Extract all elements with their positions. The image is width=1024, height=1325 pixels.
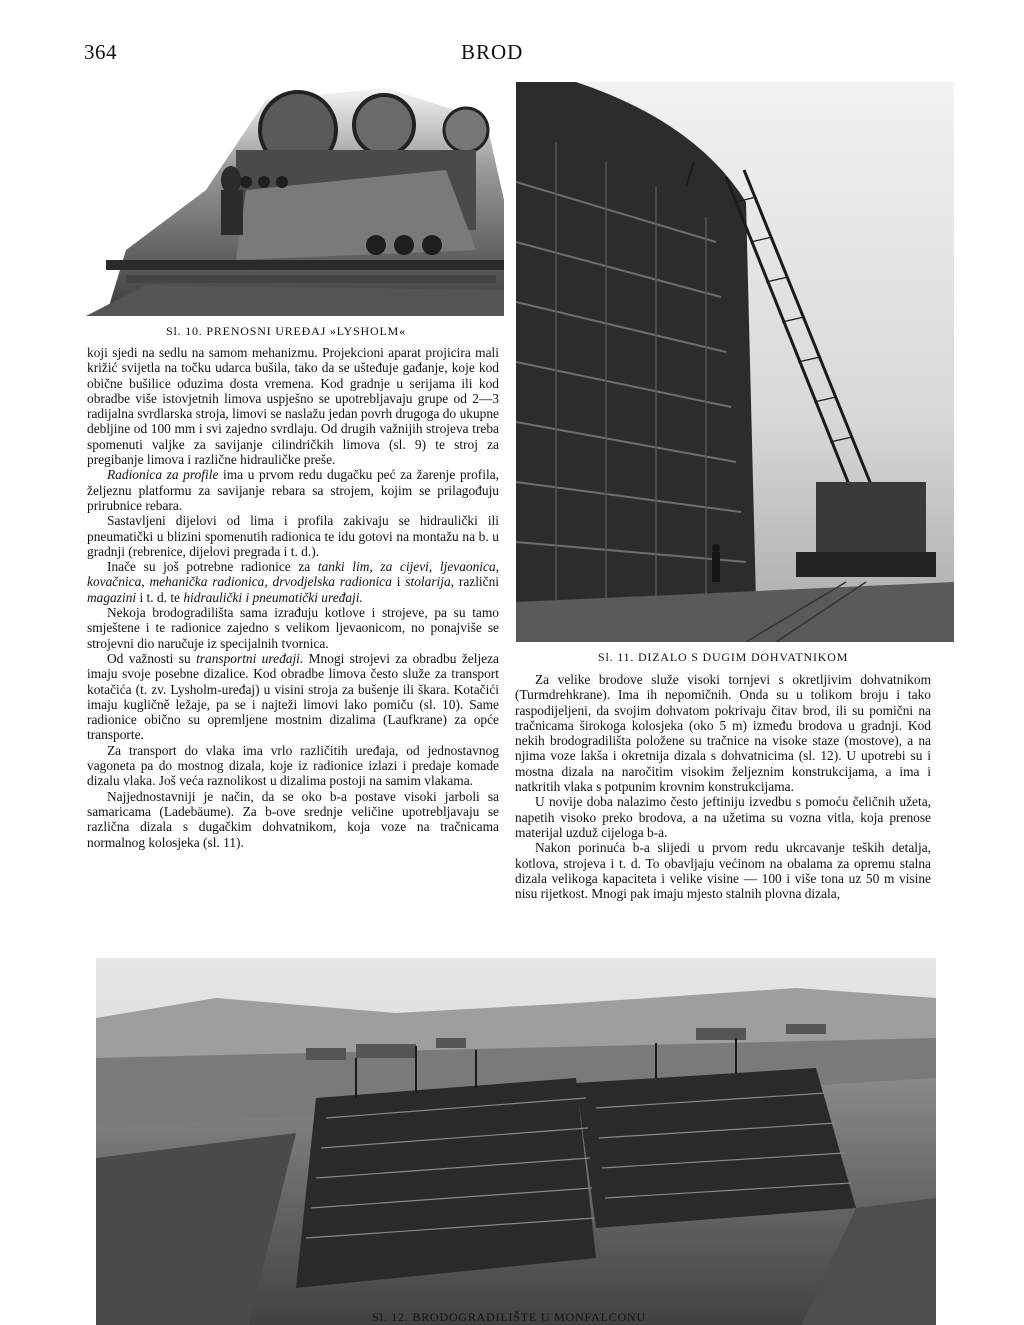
figure-10-photo bbox=[86, 80, 504, 316]
paragraph: Sastavljeni dijelovi od lima i profila zakivaju se hidraulički ili pneumatički u blizini spomenutih radionica te idu gotovi na montažu na b. u gradnji (rebrenice, dijelovi pregrada i t. d.). bbox=[87, 513, 499, 559]
emphasis-text: magazini bbox=[87, 589, 137, 605]
left-text-column bbox=[87, 345, 499, 850]
paragraph: Za velike brodove služe visoki tornjevi s okretljivim dohvatnikom (Turmdrehkrane). Ima ih nepomičnih. Onda su u tolikom broju i tako raspodijeljeni, da svojim dohvatom pokrivaju čitav brod, ili su pomični na tračnicama širokoga kolosjeka (oko 5 m) između brodova u gradnji. Kod nekih brodogradilišta položene su tračnice na visoke staze (mostove), a na njima voze lakša i okretnija dizala s dohvatnicima (sl. 12). U upotrebi su i mostna dizala na naročitim visokim željeznim konstrukcijama, a ima i natkritih vlaka s potpunim krovnim konstrukcijama. bbox=[515, 672, 931, 795]
paragraph-text: različni bbox=[454, 574, 500, 590]
paragraph: Za transport do vlaka ima vrlo različitih uređaja, od jednostavnog vagoneta pa do mostnog dizala, koje iz radionice izlazi i predaje komade dizalu vlaka. Još veća raznolikost u dizalima postoji na samim vlakama. bbox=[87, 742, 499, 789]
emphasis-text: Radionica za profile bbox=[107, 467, 219, 483]
paragraph-text: Od važnosti su bbox=[107, 650, 197, 666]
paragraph bbox=[87, 651, 499, 743]
page-title: BROD bbox=[461, 40, 524, 64]
right-text-column bbox=[515, 672, 931, 901]
paragraph bbox=[87, 559, 499, 605]
paragraph-text: i t. d. te bbox=[136, 589, 184, 605]
figure-12-photo bbox=[96, 958, 936, 1325]
paragraph: Nakon porinuća b-a slijedi u prvom redu ukrcavanje teških detalja, kotlova, strojeva i t. d. To obavljaju većinom na obalama za opremu stalna dizala velikoga kapaciteta i velike visine — 100 i više tona uz 50 m visine nisu rijetkost. Mnogi pak imaju mjesto stalnih plovna dizala, bbox=[515, 840, 931, 902]
paragraph-text: Inače su još potrebne radionice za bbox=[107, 559, 318, 575]
paragraph bbox=[87, 467, 499, 513]
paragraph-text: Mnogi strojevi za obradbu željeza imaju svoje posebne dizalice. Kod obradbe limova često služe za transport kotačića (t. zv. Lysholm-uređaj) u visini stroja za bušenje ili škara. Kotačići imaju kugličně ležaje, pa se i najteži limovi lako pomiču (sl. 10). Same radionice obično su opremljene mostnim dizalima (Laufkrane) za opće transporte. bbox=[87, 650, 499, 743]
paragraph: Najjednostavniji je način, da se oko b-a postave visoki jarboli sa samaricama (Ladebäume). Za b-ove srednje veličine upotrebljavaju se različna dizala s dugačkim dohvatnikom, koja voze na tračnicama normalnog kolosjeka (sl. 11). bbox=[87, 788, 499, 850]
emphasis-text: stolarija, bbox=[405, 574, 455, 590]
emphasis-text: hidraulički i pneumatički uređaji. bbox=[183, 589, 363, 605]
paragraph-text: ima u prvom redu dugačku peć za žarenje profila, željeznu platformu za savijanje rebara sa strojem, kojim se prilagođuju prirubnice rebara. bbox=[87, 467, 499, 513]
paragraph-text: i bbox=[391, 574, 406, 590]
figure-11-caption: Sl. 11. DIZALO S DUGIM DOHVATNIKOM bbox=[598, 650, 849, 664]
page-number: 364 bbox=[84, 40, 117, 64]
paragraph: U novije doba nalazimo često jeftiniju izvedbu s pomoću čeličnih užeta, napetih visoko preko brodova, a na užetima su vozna vitla, koja prenose materijal uzduž cijeloga b-a. bbox=[515, 794, 931, 840]
paragraph: Nekoja brodogradilišta sama izrađuju kotlove i strojeve, pa su tamo smještene i te radionice zajedno s velikom ljevaonicom, no ponajviše se strojevni dio naručuje iz specijalnih tvornica. bbox=[87, 605, 499, 651]
emphasis-text: transportni uređaji. bbox=[196, 650, 304, 666]
figure-10-caption: Sl. 10. PRENOSNI UREĐAJ »LYSHOLM« bbox=[166, 324, 406, 338]
paragraph: koji sjedi na sedlu na samom mehanizmu. Projekcioni aparat projicira mali križić svijetla na točku udarca bušila, tako da se ušteđuje gađanje, koje kod obične bušilice oduzima dosta vremena. Kod gradnje u serijama ili kod obradbe više istovjetnih limova uspješno se upotrebljavaju grupe od 2—3 radijalna svrdlarska stroja, limovi se naslažu jedan povrh drugoga do ukupne debljine od 100 mm i svi zajedno svrdlaju. Od drugih važnijih strojeva treba spomenuti valjke za savijanje cilindričkih limova (sl. 9) te stroj za pregibanje limova i različne hidrauličke preše. bbox=[87, 345, 499, 468]
figure-12-caption: Sl. 12. BRODOGRADILIŠTE U MONFALCONU bbox=[372, 1310, 646, 1324]
emphasis-text: tanki lim, za cijevi, ljevaonica, kovačnica, mehanička radionica, drvodjelska radionica bbox=[87, 559, 500, 590]
figure-11-photo bbox=[516, 82, 954, 642]
